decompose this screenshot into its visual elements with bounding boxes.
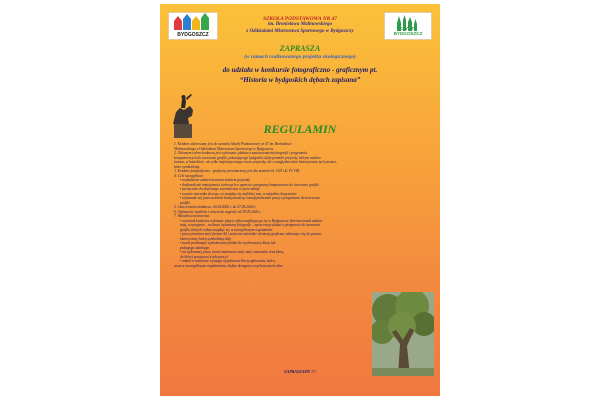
rule-bullet: grafiki, których wykaz znajduje się w szczegółowym regulaminie [180,227,273,232]
rule-bullet: • praca powinna mieć format A4 i zawierać autorskie elementy graficzne odnoszące się do postaci [180,232,322,236]
rule-bullet: grafiki [180,200,190,205]
rule-bullet: • udział w konkursie wymaga wypełnienia Karty zgłoszenia, która, [180,259,276,263]
rule-line: wraz ze szczegółowym regulaminem, będzie dostępna u wychowawców klas. [174,263,284,268]
school-line-2: im. Bronisława Malinowskiego [267,22,333,28]
rules-heading: REGULAMIN [263,122,337,136]
rule-line: 4. Cele szczegółowe: [174,173,205,178]
rule-bullet: • uczestnik konkursu wykonuje zdjęcie dębu znajdującego się w Bydgoszczy, któremu został nadane [180,218,323,223]
rule-line: 2. Głównym celem konkursu jest wykonanie plakatu z zastosowaniem fotografii i programów [174,151,308,155]
rule-line: komputerowych do tworzenia grafiki, pokazującego bydgoskie dęby-pomniki przyrody, którym nadano [174,155,321,160]
rule-bullet: • zachęcanie do aktywnego uczestnictwa w życiu szkoły [180,187,260,191]
rule-bullet: • uczeń przekazuje wydrukowany plakat do wychowawcy klasy lub [180,241,276,245]
rule-line: imiona, w kontekście, nie tylko majestatycznego tworu przyrody, ale z uwzględnieniem historycznym tych postaci, [174,160,337,164]
school-name [220,16,380,35]
czysta-brand-text: CZYSTA BYDGOSZCZ [393,26,423,36]
rule-bullet: • wykazanie się przez uczniów kreatywnością i umiejętnościami pracy z programem do tworzenia [180,196,320,200]
project-subtitle: (w ramach realizowanego projektu ekologicznego) [244,54,356,60]
czysta-bydgoszcz-logo [384,12,432,40]
rule-bullet: pedagoga szkolnego [180,245,210,250]
rule-bullet: historycznej, którą symbolizuje dąb [180,236,231,241]
rule-line: 3. Konkurs fotograficzno - graficzny przeznaczony jest dla uczniów kl. I-III i kl. IV-VIII. [174,169,301,173]
rule-line: 1. Konkurs skierowany jest do uczniów Szkoły Podstawowej nr 47 im. Bronisława [174,142,292,146]
invite-text: do udziału w konkursie fotograficzno - graficznym pt. [222,66,378,74]
rule-bullet: • na wykonanej pracy uczeń umieszcza swoje imię i nazwisko oraz klasę, [180,250,285,254]
rule-bullet: • rozbudzenie zainteresowania światem przyrody [180,178,250,182]
oak-tree-image [372,292,434,376]
bydgoszcz-brand-text: BYDGOSZCZ [177,32,209,38]
rule-line: 7. Warunki uczestnictwa: [174,214,211,218]
rule-line: 6. Ogłoszenie wyników i wręczenie nagród: od 29.05.2026 r. [174,209,262,214]
contest-title: “Historia w bydgoskich dębach zapisana” [239,76,361,84]
rule-bullet: • uczenie szacunku do tego, co znajduje się najbliżej nas, w miejskim ekosystemie [180,191,297,196]
invite-heading: ZAPRASZA [279,44,321,53]
rule-line: Malinowskiego z Oddziałami Mistrzostwa Sportowego w Bydgoszczy. [174,146,274,151]
rule-bullet: do której uczęszcza (z tyłu pracy) [180,254,228,259]
rule-bullet: • doskonalenie umiejętności twórczych w oparciu o programy komputerowe do tworzenia grafiki [180,182,319,187]
school-line-1: SZKOŁA PODSTAWOWA NR 47 [263,16,337,22]
rules-list [174,142,426,268]
rule-line: które symbolizują. [174,164,201,169]
contest-poster [160,4,440,396]
rule-bullet: imię, a następnie – na bazie wykonanej fotografii – opracowuje plakat w programie do tworzenia [180,223,321,227]
rule-line: 5. Czas trwania konkursu: 16.04.2026 r. do 27.04.2026 r. [174,205,257,209]
closing-text: ZAPRASZAMY !!! [284,369,316,374]
school-line-3: z Oddziałami Mistrzostwa Sportowego w Bydgoszczy [246,28,354,34]
bydgoszcz-logo [168,12,218,40]
